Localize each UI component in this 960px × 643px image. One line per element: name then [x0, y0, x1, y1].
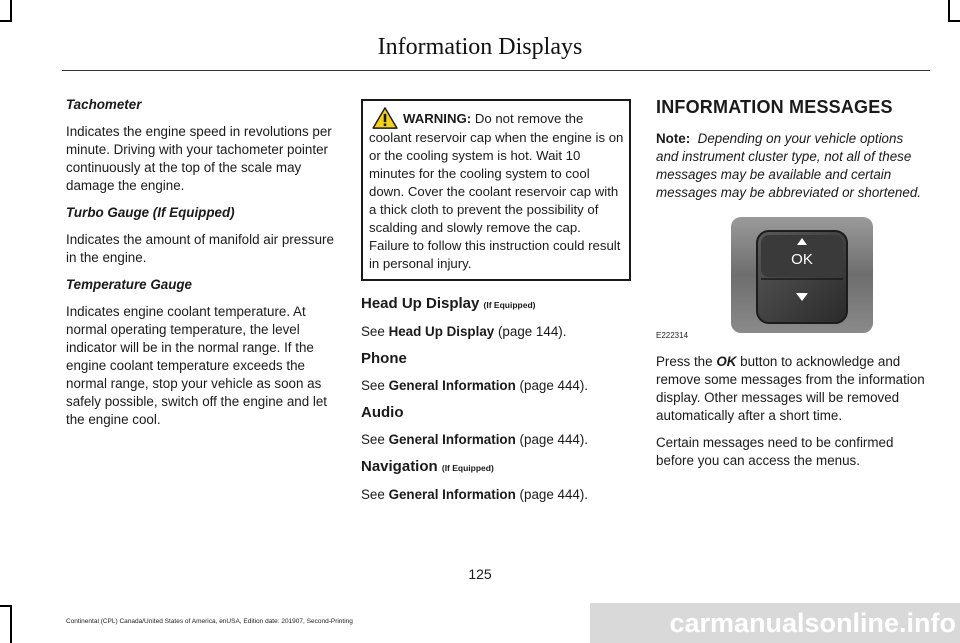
note-label: Note: [656, 131, 691, 146]
information-messages-heading: INFORMATION MESSAGES [656, 97, 893, 117]
see-label: See [361, 487, 385, 502]
crop-mark [10, 605, 12, 643]
hud-qualifier: (If Equipped) [483, 300, 536, 310]
crop-mark [10, 0, 12, 22]
see-label: See [361, 432, 385, 447]
warning-box [361, 99, 631, 281]
turbo-gauge-text: Indicates the amount of manifold air pressure in the engine. [66, 232, 334, 265]
page-ref: (page 444). [519, 432, 589, 447]
page-number: 125 [468, 566, 492, 582]
temperature-gauge-text: Indicates engine coolant temperature. At normal operating temperature, the level indicator will be in the normal range. If the engine coolant temperature exceeds the normal range, stop your vehicle as soon as safely possible, switch off the engine and let the engine cool. [66, 304, 328, 427]
column-displays [361, 96, 631, 513]
tachometer-text: Indicates the engine speed in revolutions per minute. Driving with your tachometer pointer continuously at the top of the scale may damage the engine. [66, 124, 332, 193]
warning-text: Do not remove the coolant reservoir cap when the engine is on or the cooling system is hot. Wait 10 minutes for the cooling system to cool down. Cover the coolant reservoir cap with a thick cloth to prevent the possibility of scalding and slowly remove the cap. Failure to follow this instruction could result in personal injury. [369, 111, 624, 271]
see-label: See [361, 324, 385, 339]
crop-mark [948, 0, 950, 22]
note-paragraph [656, 130, 928, 202]
crop-mark [948, 20, 960, 22]
warning-triangle-icon [371, 107, 399, 129]
warning-label: WARNING: [403, 111, 472, 126]
hud-title: Head Up Display [361, 295, 480, 312]
phone-heading: Phone [361, 350, 407, 367]
navigation-title: Navigation [361, 458, 438, 475]
phone-xref-link[interactable]: General Information [388, 378, 516, 393]
turbo-gauge-heading: Turbo Gauge (If Equipped) [66, 205, 235, 220]
hud-heading [361, 295, 631, 314]
figure-code: E222314 [656, 331, 689, 340]
press-text: Press the [656, 354, 713, 369]
navigation-qualifier: (If Equipped) [441, 463, 494, 473]
navigation-reference [361, 486, 631, 504]
navigation-xref-link[interactable]: General Information [388, 487, 516, 502]
page-ref: (page 444). [519, 487, 589, 502]
page-title: Information Displays [377, 34, 583, 60]
crop-mark [0, 20, 12, 22]
column-messages [656, 96, 928, 479]
press-ok-paragraph [656, 353, 928, 425]
note-text: Depending on your vehicle options and instrument cluster type, not all of these messages may be available and certain messages may be abbreviated or shortened. [656, 131, 921, 200]
ok-button-figure [656, 211, 928, 339]
audio-reference [361, 431, 631, 449]
navigation-heading [361, 458, 631, 477]
audio-xref-link[interactable]: General Information [388, 432, 516, 447]
page-ref: (page 144). [497, 324, 567, 339]
page-ref: (page 444). [519, 378, 589, 393]
tachometer-heading: Tachometer [66, 97, 142, 112]
audio-heading: Audio [361, 404, 404, 421]
temperature-gauge-heading: Temperature Gauge [66, 277, 193, 292]
phone-reference [361, 377, 631, 395]
press-text-continued: button to acknowledge and remove some messages from the information display. Other messages will be removed automatically after a short time. [656, 354, 925, 423]
see-label: See [361, 378, 385, 393]
steering-switch-illustration [731, 217, 873, 333]
ok-keyword: OK [716, 354, 737, 369]
column-gauges [66, 96, 338, 438]
hud-reference [361, 323, 631, 341]
crop-mark [0, 605, 12, 607]
edition-footer: Continental (CPL) Canada/United States of America, enUSA, Edition date: 201907, Second-Printing [66, 618, 353, 625]
header-divider [62, 70, 930, 71]
hud-xref-link[interactable]: Head Up Display [388, 324, 495, 339]
ok-label-on-button: OK [791, 251, 813, 268]
confirm-paragraph: Certain messages need to be confirmed before you can access the menus. [656, 435, 894, 468]
watermark: carmanualsonline.info [590, 603, 960, 643]
